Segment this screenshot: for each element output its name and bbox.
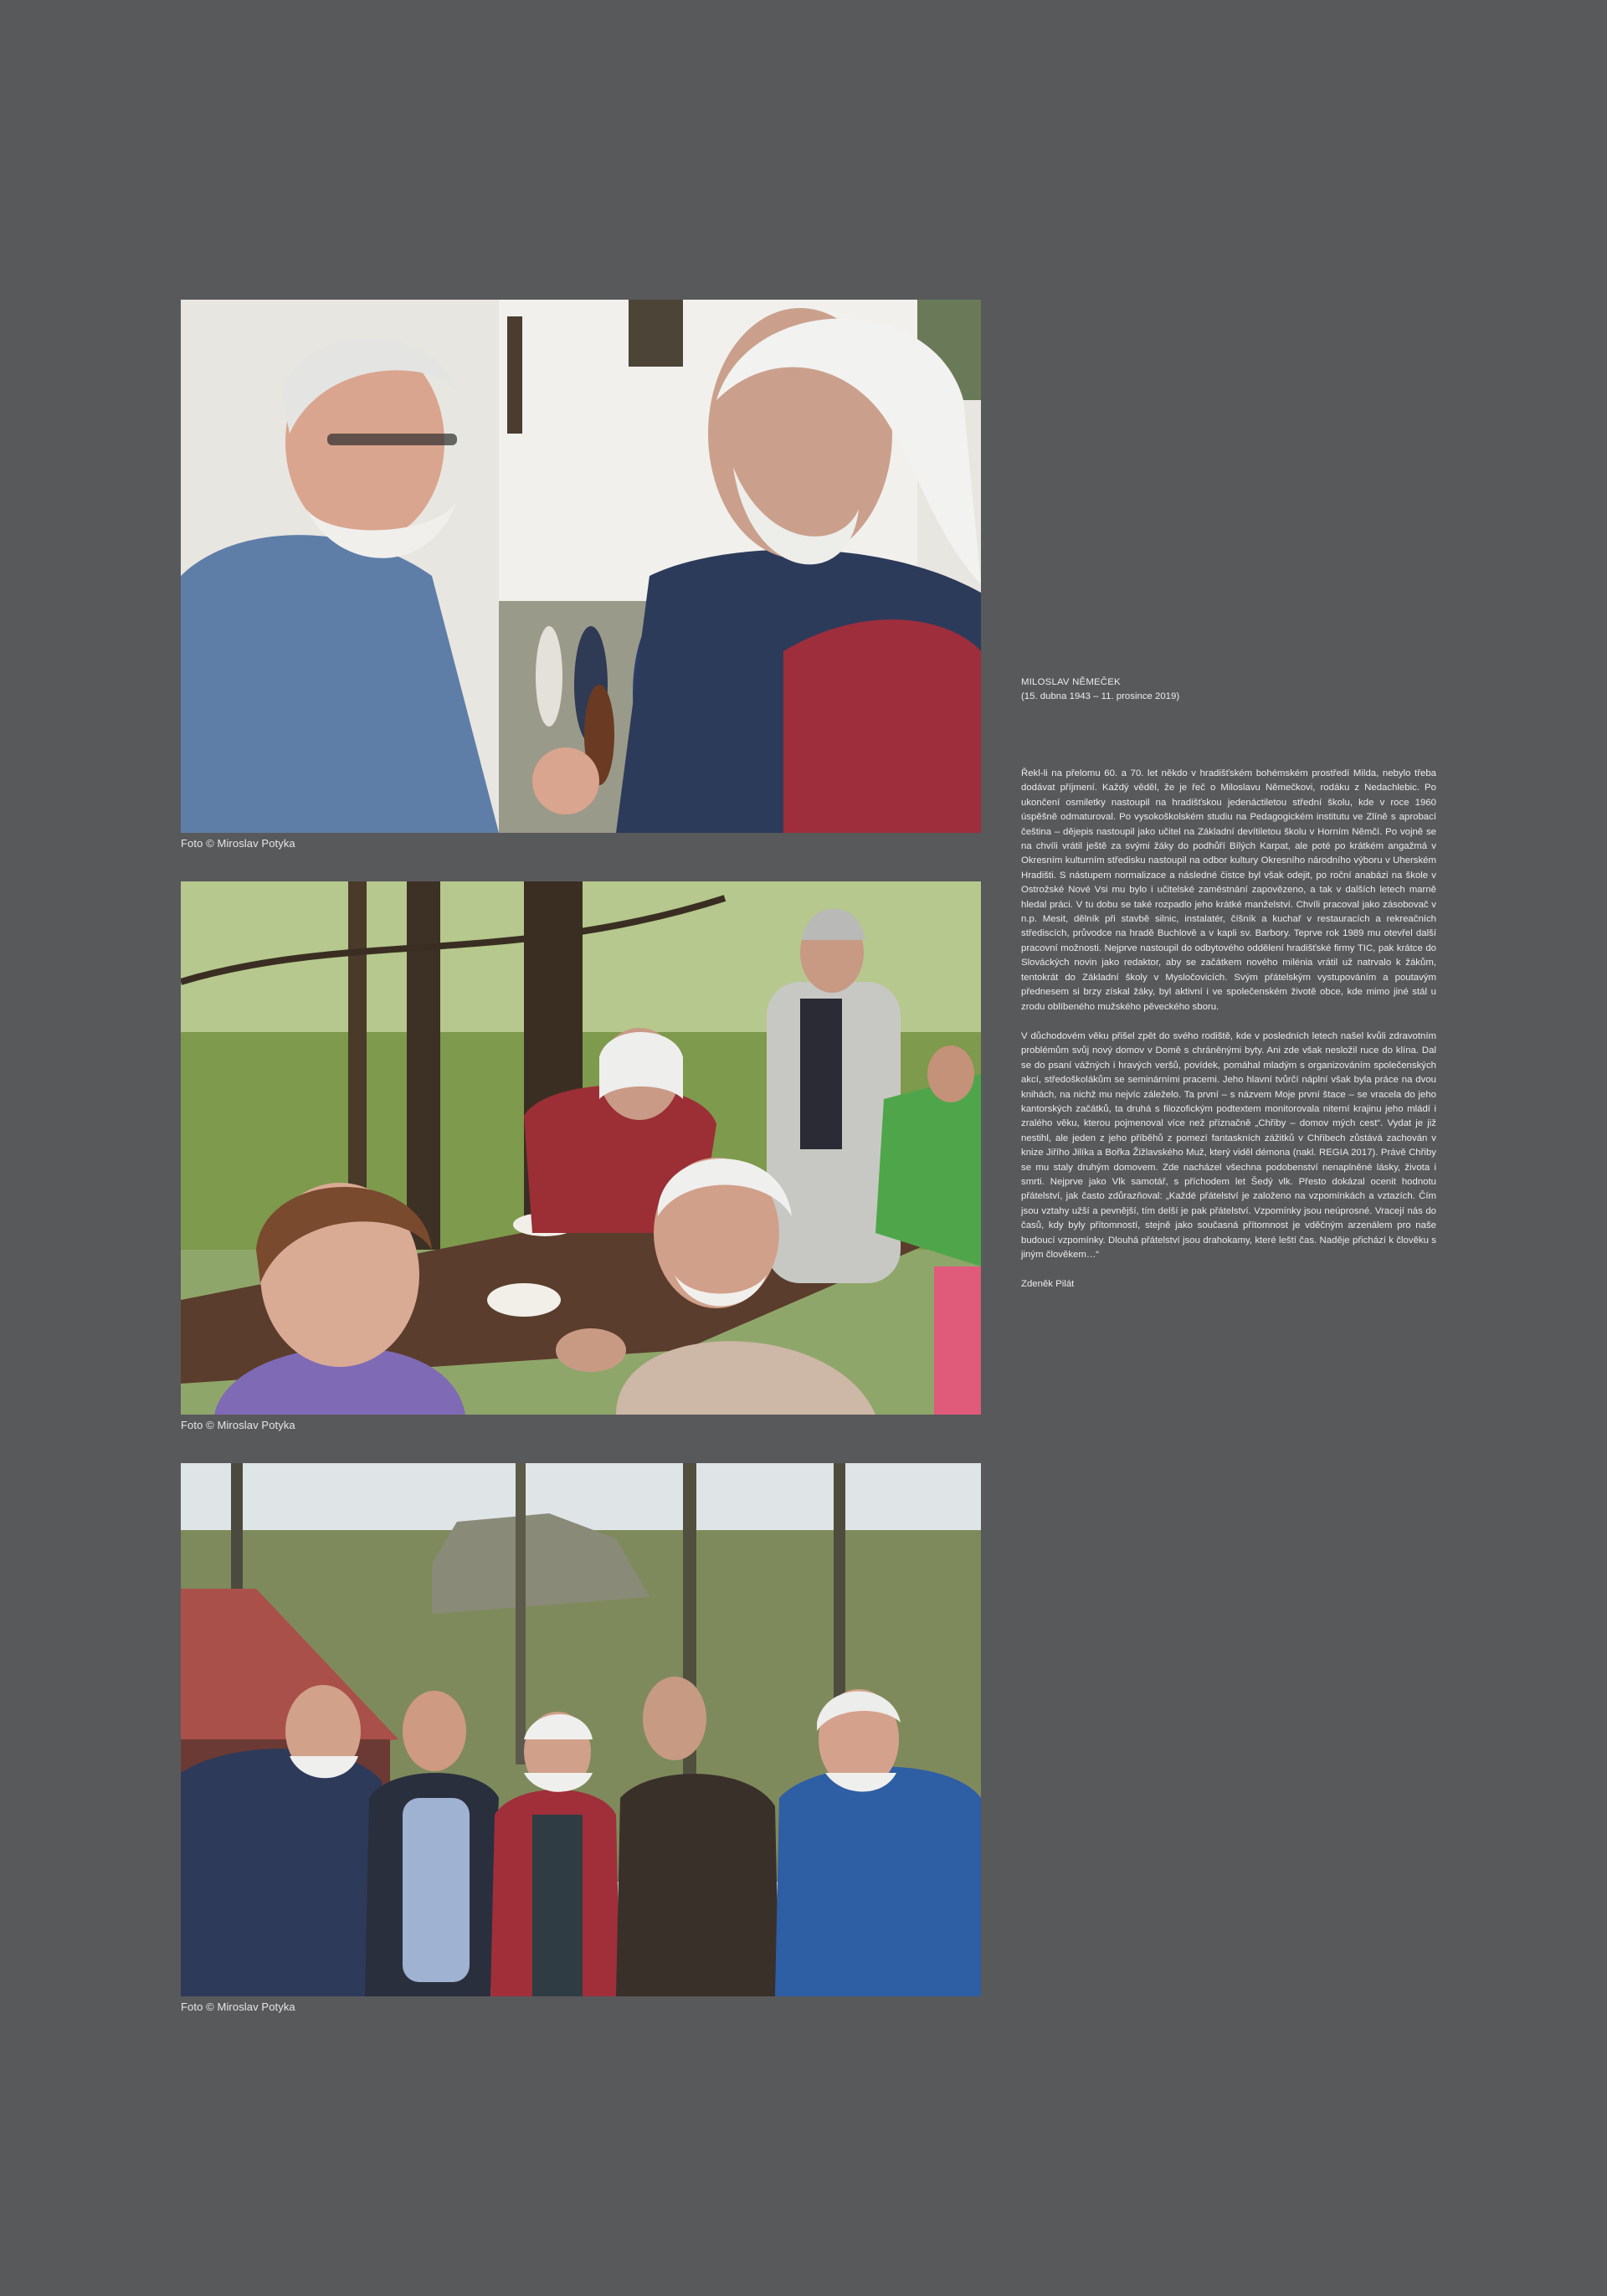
photo-two-men-conversation: [181, 300, 981, 833]
photo-picnic-table-forest: [181, 881, 981, 1415]
paragraph: Řekl-li na přelomu 60. a 70. let někdo v hradišťském bohémském prostředí Milda, nebylo třeba dodávat příjmení. Každý věděl, že je řeč o Miloslavu Němečkovi, rodáku z Nedachlebic. Po ukončení osmiletky nastoupil na hradišťskou jedenáctiletou střední školu, kde v roce 1960 úspěšně odmaturoval. Po vysokoškolském studiu na Pedagogickém institutu ve Zlíně s aprobací čeština – dějepis nastoupil jako učitel na Základní devítiletou školu v Horním Němčí. Po vojně se na chvíli vrátil ještě za svými žáky do podhůří Bílých Karpat, ale poté po krátkém angažmá v Okresním kulturním středisku nastoupil na odbor kultury Okresního národního výboru v Uherském Hradišti. S nástupem normalizace a následné čistce byl však odejit, po roční anabázi na škole v Ostrožské Nové Vsi mu bylo i učitelské zaměstnání zapovězeno, a tak v dalších letech marně hledal práci. V tu dobu se také rozpadlo jeho krátké manželství. Chvíli pracoval jako zásobovač v n.p. Mesit, dělník při stavbě silnic, instalatér, číšník a kuchař v restauracích a rekreačních střediscích, průvodce na hradě Buchlově a v kapli sv. Barbory. Teprve rok 1989 mu otevřel další pracovní možnosti. Nejprve nastoupil do odbytového oddělení hradišťské firmy TIC, pak krátce do Slováckých novin jako redaktor, aby se začátkem nového milénia vrátil už natrvalo k žákům, tentokrát do Základní školy v Mysločovicích. Svým přátelským vystupováním a poutavým přednesem si brzy získal žáky, byl aktivní i ve společenském životě obce, kde mimo jiné stál u zrodu oblíbeného mužského pěveckého sboru.: [1021, 768, 1436, 1012]
photo-1-image: [181, 300, 981, 833]
photo-group-of-five: [181, 1463, 981, 1996]
photo-credit: Foto © Miroslav Potyka: [181, 1419, 295, 1431]
photo-credit: Foto © Miroslav Potyka: [181, 837, 295, 850]
obituary-body: [1021, 767, 1436, 1292]
obituary-heading: [1021, 675, 1436, 705]
photo-3-image: [181, 1463, 981, 1996]
life-dates: (15. dubna 1943 – 11. prosince 2019): [1021, 691, 1180, 702]
person-name: MILOSLAV NĚMEČEK: [1021, 677, 1121, 687]
paragraph: V důchodovém věku přišel zpět do svého rodiště, kde v posledních letech našel kvůli zdravotním problémům svůj nový domov v Domě s chráněnými byty. Ani zde však nesložil ruce do klína. Dal se do psaní vážných i hravých veršů, povídek, pomáhal mladým s organizováním společenských akcí, středoškolákům se seminárními pracemi. Jeho hlavní tvůrčí náplní však byla práce na dvou knihách, na nichž mu nejvíc záleželo. Ta první – s názvem Moje první štace – se vracela do jeho kantorských začátků, ta druhá s filozofickým podtextem monitorovala niterní krajinu jeho mládí i zralého věku, kterou pojmenoval více než příznačně „Chřiby – domov mých cest“. Vydat je již nestihl, ale jeden z jeho příběhů z pomezí fantaskních zážitků v Chřibech zůstává zachován v knize Jiřího Jilíka a Bořka Žižlavského Muž, který viděl démona (nakl. REGIA 2017). Právě Chřiby se mu staly druhým domovem. Zde nacházel všechna podobenství nenaplněné lásky, života i smrti. Nejprve jako Vlk samotář, s příchodem let Šedý vlk. Přesto dokázal ocenit hodnotu přátelství, jak často zdůrazňoval: „Každé přátelství je založeno na vzpomínkách a vztazích. Čím jsou vztahy užší a pevnější, tím delší je pak přátelství. Vzpomínky jsou neúprosné. Vracejí nás do časů, kdy byly přítomností, stejně jako současná přítomnost je vděčným arzenálem pro naše budoucí vzpomínky. Dlouhá přátelství jsou drahokamy, které leští čas. Naděje přichází k člověku s jiným člověkem…“: [1021, 1030, 1436, 1260]
photo-credit: Foto © Miroslav Potyka: [181, 2001, 295, 2013]
photo-2-image: [181, 881, 981, 1415]
author-signature: Zdeněk Pilát: [1021, 1279, 1075, 1290]
